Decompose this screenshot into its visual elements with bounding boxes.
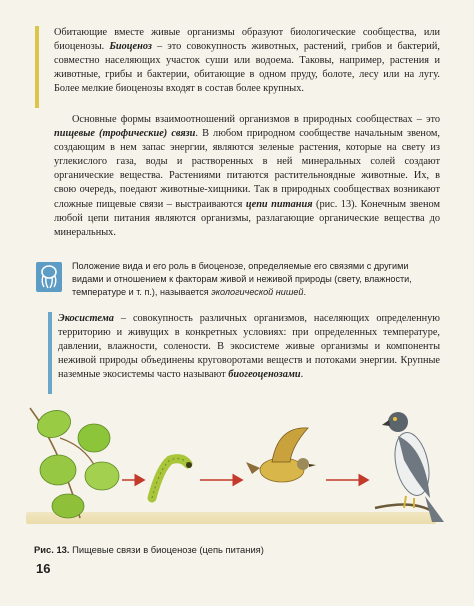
- caption-label: Рис. 13.: [34, 544, 70, 555]
- note-text: Положение вида и его роль в биоценозе, определяемые его связями с другими видами и отношением к факторам живой и неживой природы (свету, влажности, температуре и т. п.), называется: [72, 261, 412, 297]
- paragraph-text: .: [300, 369, 304, 381]
- term-food-chain: цепи питания: [245, 198, 313, 210]
- paragraph-biocenosis: [54, 26, 440, 96]
- caterpillar-icon: [152, 459, 192, 498]
- paragraph-food-links: [54, 113, 440, 240]
- paragraph-text: Обитающие вместе живые организмы образуют биологические сообщества, или биоценозы.: [54, 27, 440, 53]
- term-ecological-niche: экологической нишей: [211, 286, 304, 297]
- term-ecosystem: Экосистема: [58, 313, 114, 324]
- paragraph-text: – это совокупность животных, растений, грибов и бактерий, совместно населяющих участок суши или водоема. Таковы, например, растения и животные, грибы и бактерии, обитающие в одном пруду, болоте, лесу или на лугу. Более мелкие биоценозы входят в состав более крупных.: [54, 41, 440, 95]
- hawk-icon: [375, 412, 444, 522]
- figure-caption: [34, 544, 264, 555]
- paragraph-text: . В любом природном сообществе начальным звеном, создающим в нем запас энергии, являются зеленые растения, которые на свету из углекислого газа, воды и растворенных в ней минеральных солей создают органические вещества. Растениями питаются растительноядные животные. Их, в свою очередь, поедают животные-хищники. Так в природных сообществах возникают сложные пищевые связи – выстраиваются: [54, 128, 440, 210]
- highlight-bar: [48, 312, 52, 394]
- term-trophic-links: пищевые (трофические) связи: [54, 128, 196, 140]
- term-biogeocenoses: биогеоценозами: [228, 369, 301, 381]
- octopus-icon: [36, 262, 62, 292]
- paragraph-text: Основные формы взаимоотношений организмов в природных сообществах – это: [72, 114, 440, 125]
- paragraph-text: (рис. 13). Конечным звеном любой цепи питания являются организмы, разлагающие органические вещества до минеральных.: [54, 198, 440, 238]
- caption-text: Пищевые связи в биоценозе (цепь питания): [69, 544, 264, 555]
- term-biocenosis: Биоценоз: [109, 41, 152, 53]
- highlight-bar: [35, 26, 39, 108]
- leaf-branch-icon: [30, 406, 119, 518]
- page-number: 16: [36, 561, 51, 576]
- note-text: .: [303, 286, 307, 297]
- bird-icon: [246, 428, 316, 482]
- paragraph-text: – совокупность различных организмов, населяющих определенную территорию и живущих в конкретных условиях: при определенных температуре, давлении, влажности, солености. В экосистеме живые организмы и компоненты неживой природы объединены круговоротами веществ и потоками энергии. Крупные наземные экосистемы часто называют: [58, 313, 440, 381]
- paragraph-ecosystem: [58, 312, 440, 382]
- food-chain-illustration: [20, 398, 460, 533]
- definition-ecological-niche: [72, 260, 442, 298]
